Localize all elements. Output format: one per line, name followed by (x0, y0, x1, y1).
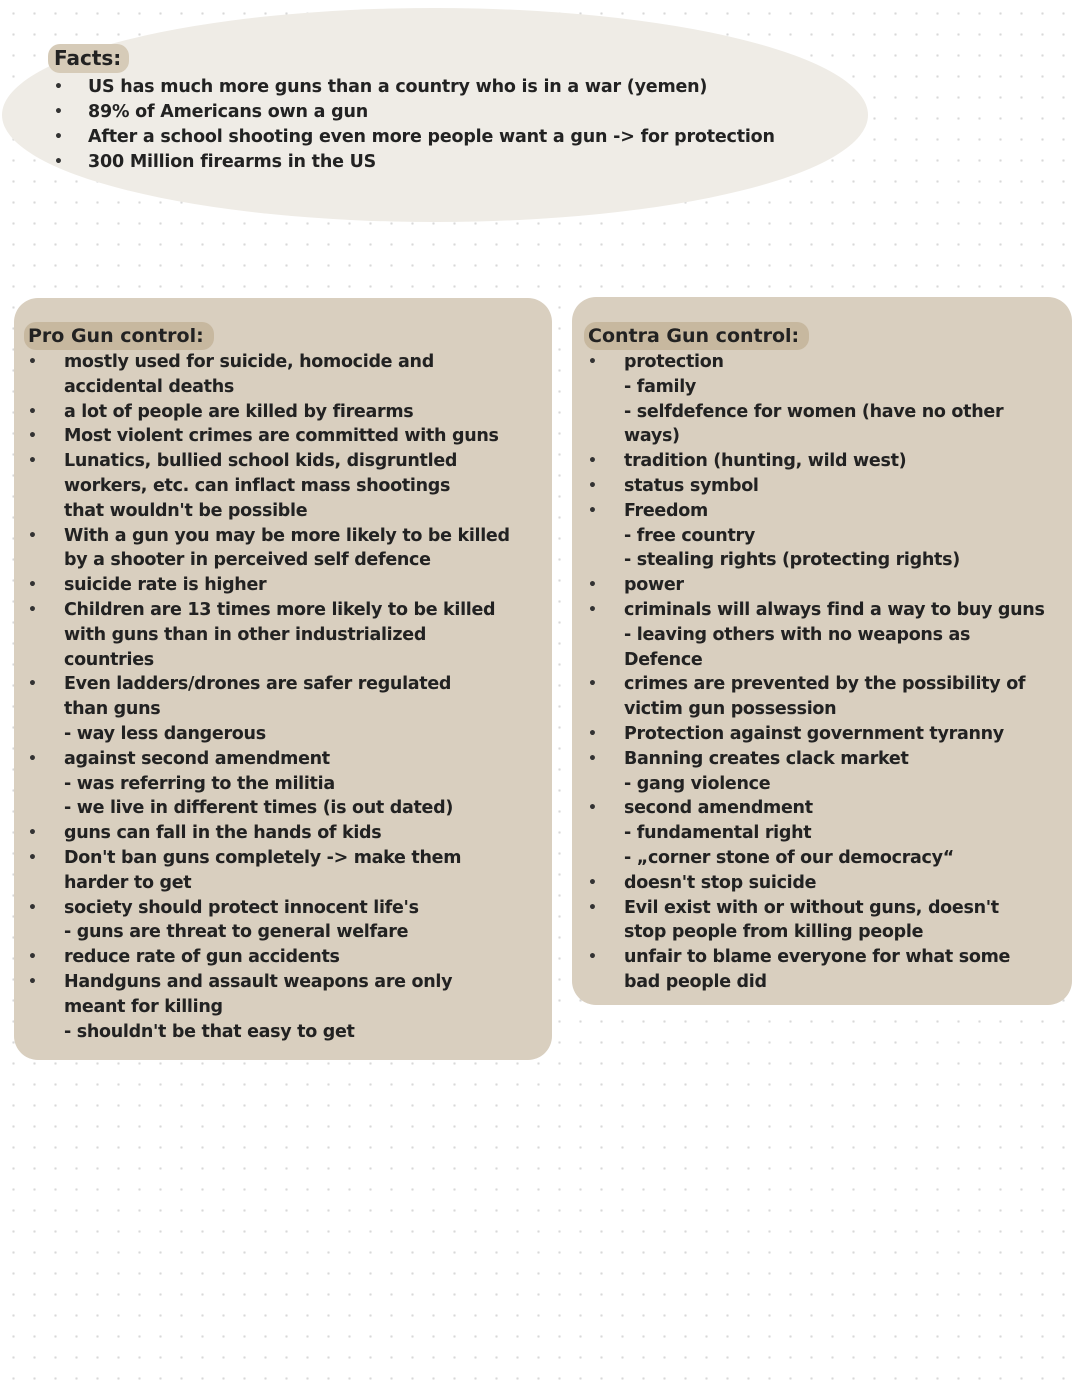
contra-list-line: • Evil exist with or without guns, doesn't (584, 896, 1068, 921)
contra-list-line: • power (584, 573, 1068, 598)
pro-list-line: • With a gun you may be more likely to be killed (24, 524, 544, 549)
pro-list-line: harder to get (64, 872, 192, 893)
contra-list-line: • second amendment (584, 796, 1068, 821)
pro-list-line: - we live in different times (is out dated) (64, 798, 454, 819)
pro-list-line: - was referring to the militia (64, 773, 335, 794)
pro-list-line: with guns than in other industrialized (64, 624, 427, 645)
contra-list-line: • Banning creates clack market (584, 747, 1068, 772)
contra-list-line: - „corner stone of our democracy“ (624, 847, 954, 868)
contra-list-line: • criminals will always find a way to buy guns (584, 598, 1068, 623)
pro-list-line: • Don't ban guns completely -> make them (24, 846, 544, 871)
contra-list (584, 350, 1068, 995)
pro-list-line: workers, etc. can inflact mass shootings (64, 475, 451, 496)
pro-list-line: • Handguns and assault weapons are only (24, 970, 544, 995)
pro-list-line: • Lunatics, bullied school kids, disgruntled (24, 449, 544, 474)
facts-item: • 300 Million firearms in the US (48, 150, 848, 175)
contra-list-line: • Freedom (584, 499, 1068, 524)
pro-list-line: • a lot of people are killed by firearms (24, 400, 544, 425)
facts-section (48, 44, 848, 175)
pro-list-line: - shouldn't be that easy to get (64, 1021, 355, 1042)
pro-list-line: • society should protect innocent life's (24, 896, 544, 921)
contra-list-line: • Protection against government tyranny (584, 722, 1068, 747)
pro-list-line: • reduce rate of gun accidents (24, 945, 544, 970)
contra-list-line: ways) (624, 426, 680, 447)
contra-list-line: - family (624, 376, 697, 397)
pro-gun-control-section (24, 322, 544, 1044)
contra-list-line: - free country (624, 525, 755, 546)
contra-list-line: - fundamental right (624, 823, 812, 844)
contra-gun-control-section (584, 322, 1068, 995)
contra-list-line: - stealing rights (protecting rights) (624, 550, 960, 571)
pro-list-line: • Even ladders/drones are safer regulated (24, 672, 544, 697)
contra-list-line: - gang violence (624, 773, 771, 794)
pro-list-line: - guns are threat to general welfare (64, 922, 409, 943)
pro-list-line: - way less dangerous (64, 723, 266, 744)
facts-list (48, 75, 848, 175)
pro-list-line: than guns (64, 699, 161, 720)
pro-list-line: countries (64, 649, 154, 670)
contra-list-line: - selfdefence for women (have no other (624, 401, 1004, 422)
contra-heading: Contra Gun control: (584, 322, 809, 350)
pro-list-line: by a shooter in perceived self defence (64, 550, 431, 571)
facts-heading: Facts: (48, 44, 129, 73)
facts-item: • US has much more guns than a country who is in a war (yemen) (48, 75, 848, 100)
pro-list-line: • guns can fall in the hands of kids (24, 821, 544, 846)
pro-list-line: • against second amendment (24, 747, 544, 772)
pro-heading: Pro Gun control: (24, 322, 214, 350)
contra-list-line: • unfair to blame everyone for what some (584, 945, 1068, 970)
pro-list-line: • suicide rate is higher (24, 573, 544, 598)
contra-list-line: stop people from killing people (624, 922, 924, 943)
contra-list-line: - leaving others with no weapons as (624, 624, 971, 645)
pro-list-line: that wouldn't be possible (64, 500, 308, 521)
pro-list-line: • mostly used for suicide, homocide and (24, 350, 544, 375)
contra-list-line: victim gun possession (624, 699, 837, 720)
contra-list-line: • tradition (hunting, wild west) (584, 449, 1068, 474)
contra-list-line: Defence (624, 649, 703, 670)
facts-item: • 89% of Americans own a gun (48, 100, 848, 125)
contra-list-line: • crimes are prevented by the possibility of (584, 672, 1068, 697)
contra-list-line: • protection (584, 350, 1068, 375)
facts-item: • After a school shooting even more people want a gun -> for protection (48, 125, 848, 150)
pro-list (24, 350, 544, 1044)
pro-list-line: meant for killing (64, 996, 223, 1017)
contra-list-line: bad people did (624, 971, 767, 992)
pro-list-line: accidental deaths (64, 376, 235, 397)
contra-list-line: • status symbol (584, 474, 1068, 499)
pro-list-line: • Children are 13 times more likely to be killed (24, 598, 544, 623)
contra-list-line: • doesn't stop suicide (584, 871, 1068, 896)
pro-list-line: • Most violent crimes are committed with guns (24, 424, 544, 449)
